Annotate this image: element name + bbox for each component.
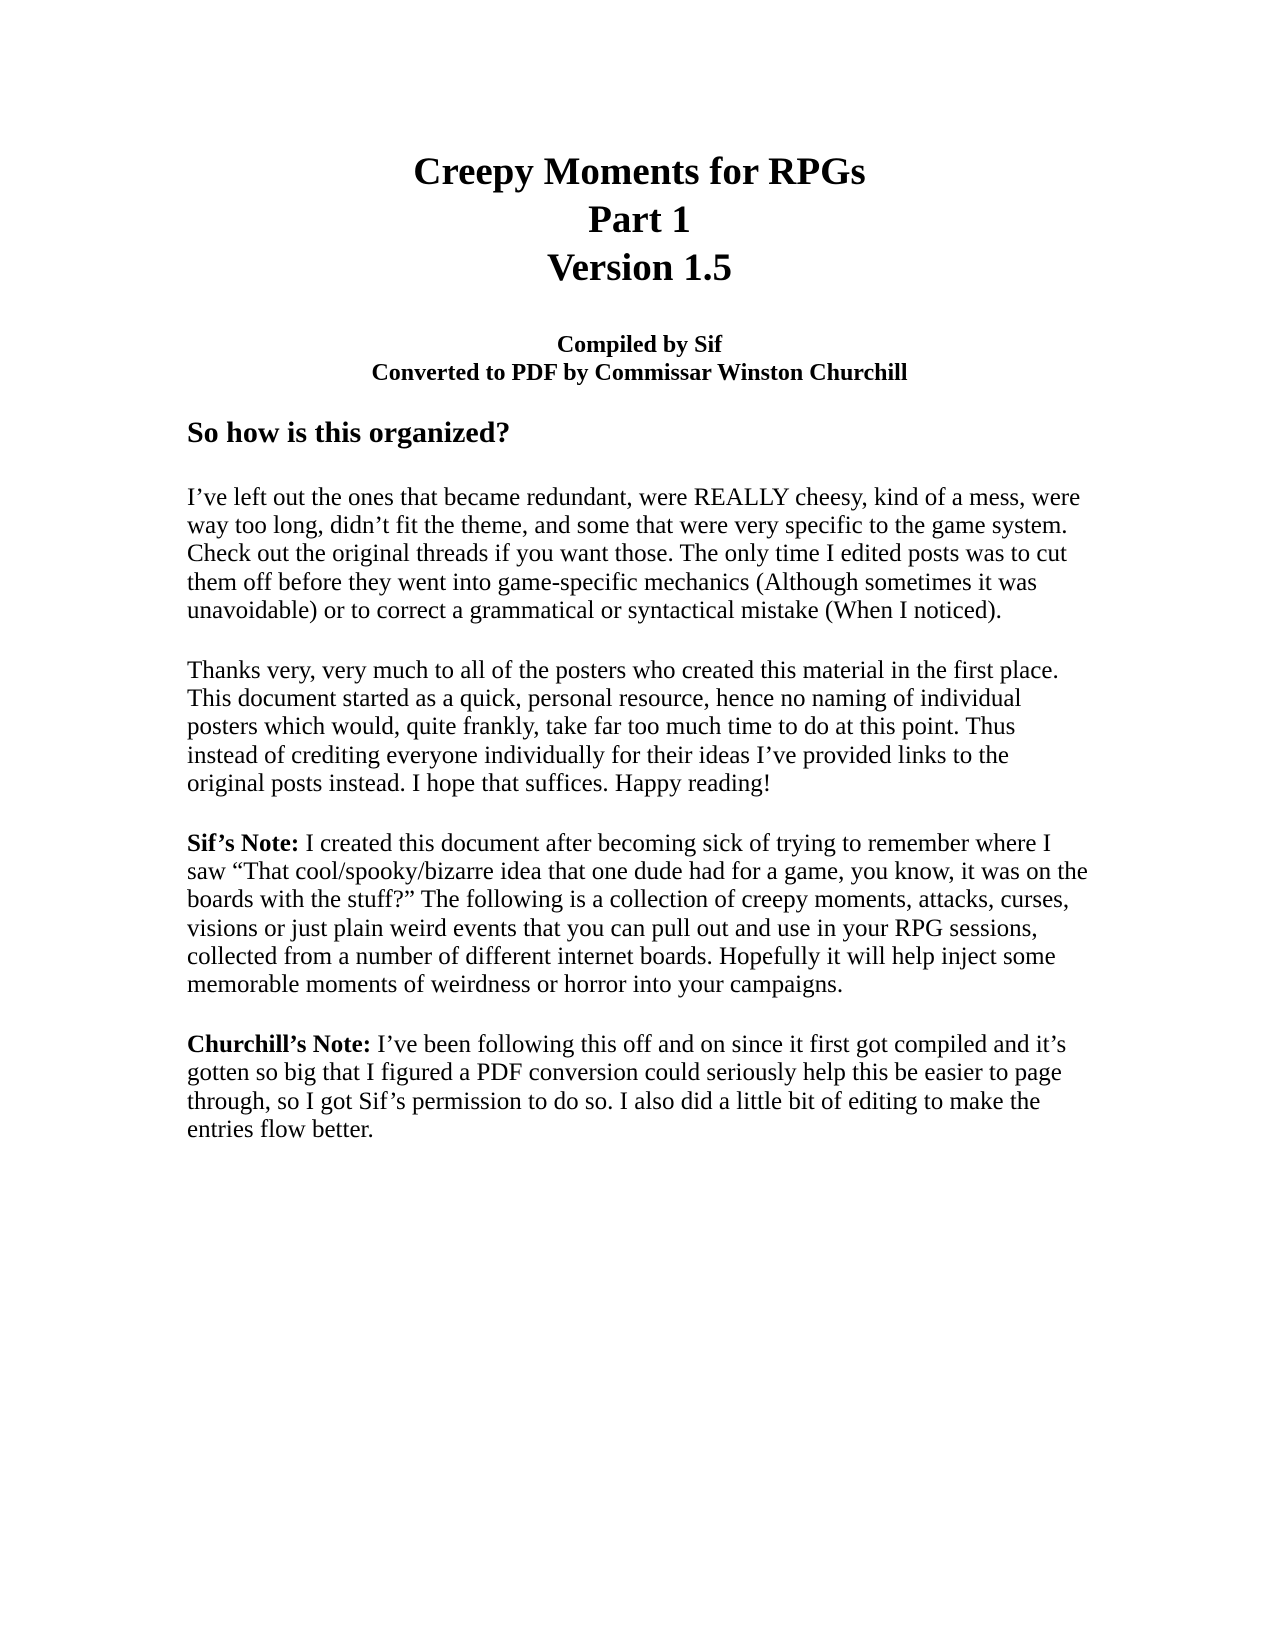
churchills-note-text: I’ve been following this off and on since it first got compiled and it’s gotten so big that I figured a PDF conversion could seriously help this be easier to page through, so I got Sif’s permission to do so. I also did a little bit of editing to make the entries flow better.: [187, 1031, 1067, 1143]
byline: [187, 331, 1092, 387]
sifs-note-label: Sif’s Note:: [187, 830, 300, 858]
title-line-1: Creepy Moments for RPGs: [413, 150, 866, 193]
byline-compiled-by: Compiled by Sif: [556, 332, 723, 358]
paragraph-sifs-note: [187, 830, 1092, 999]
sifs-note-text: I created this document after becoming sick of trying to remember where I saw “That cool/spooky/bizarre idea that one dude had for a game, you know, it was on the boards with the stuff?” The following is a collection of creepy moments, attacks, curses, visions or just plain weird events that you can pull out and use in your RPG sessions, collected from a number of different internet boards. Hopefully it will help inject some memorable moments of weirdness or horror into your campaigns.: [187, 830, 1088, 999]
title-line-3: Version 1.5: [547, 246, 732, 289]
paragraph-organization-text: I’ve left out the ones that became redundant, were REALLY cheesy, kind of a mess, were way too long, didn’t fit the theme, and some that were very specific to the game system. Check out the original threads if you want those. The only time I edited posts was to cut them off before they went into game-specific mechanics (Although sometimes it was unavoidable) or to correct a grammatical or syntactical mistake (When I noticed).: [187, 484, 1081, 624]
section-heading: So how is this organized?: [187, 416, 511, 449]
title-line-2: Part 1: [588, 198, 691, 241]
document-title: [187, 148, 1092, 292]
byline-converted-by: Converted to PDF by Commissar Winston Churchill: [371, 360, 908, 386]
paragraph-thanks-text: Thanks very, very much to all of the posters who created this material in the first place. This document started as a quick, personal resource, hence no naming of individual posters which would, quite frankly, take far too much time to do at this point. Thus instead of crediting everyone individually for their ideas I’ve provided links to the original posts instead. I hope that suffices. Happy reading!: [187, 657, 1059, 797]
churchills-note-label: Churchill’s Note:: [187, 1031, 372, 1059]
paragraph-organization: [187, 484, 1092, 625]
paragraph-thanks: [187, 657, 1092, 798]
paragraph-churchills-note: [187, 1031, 1092, 1144]
